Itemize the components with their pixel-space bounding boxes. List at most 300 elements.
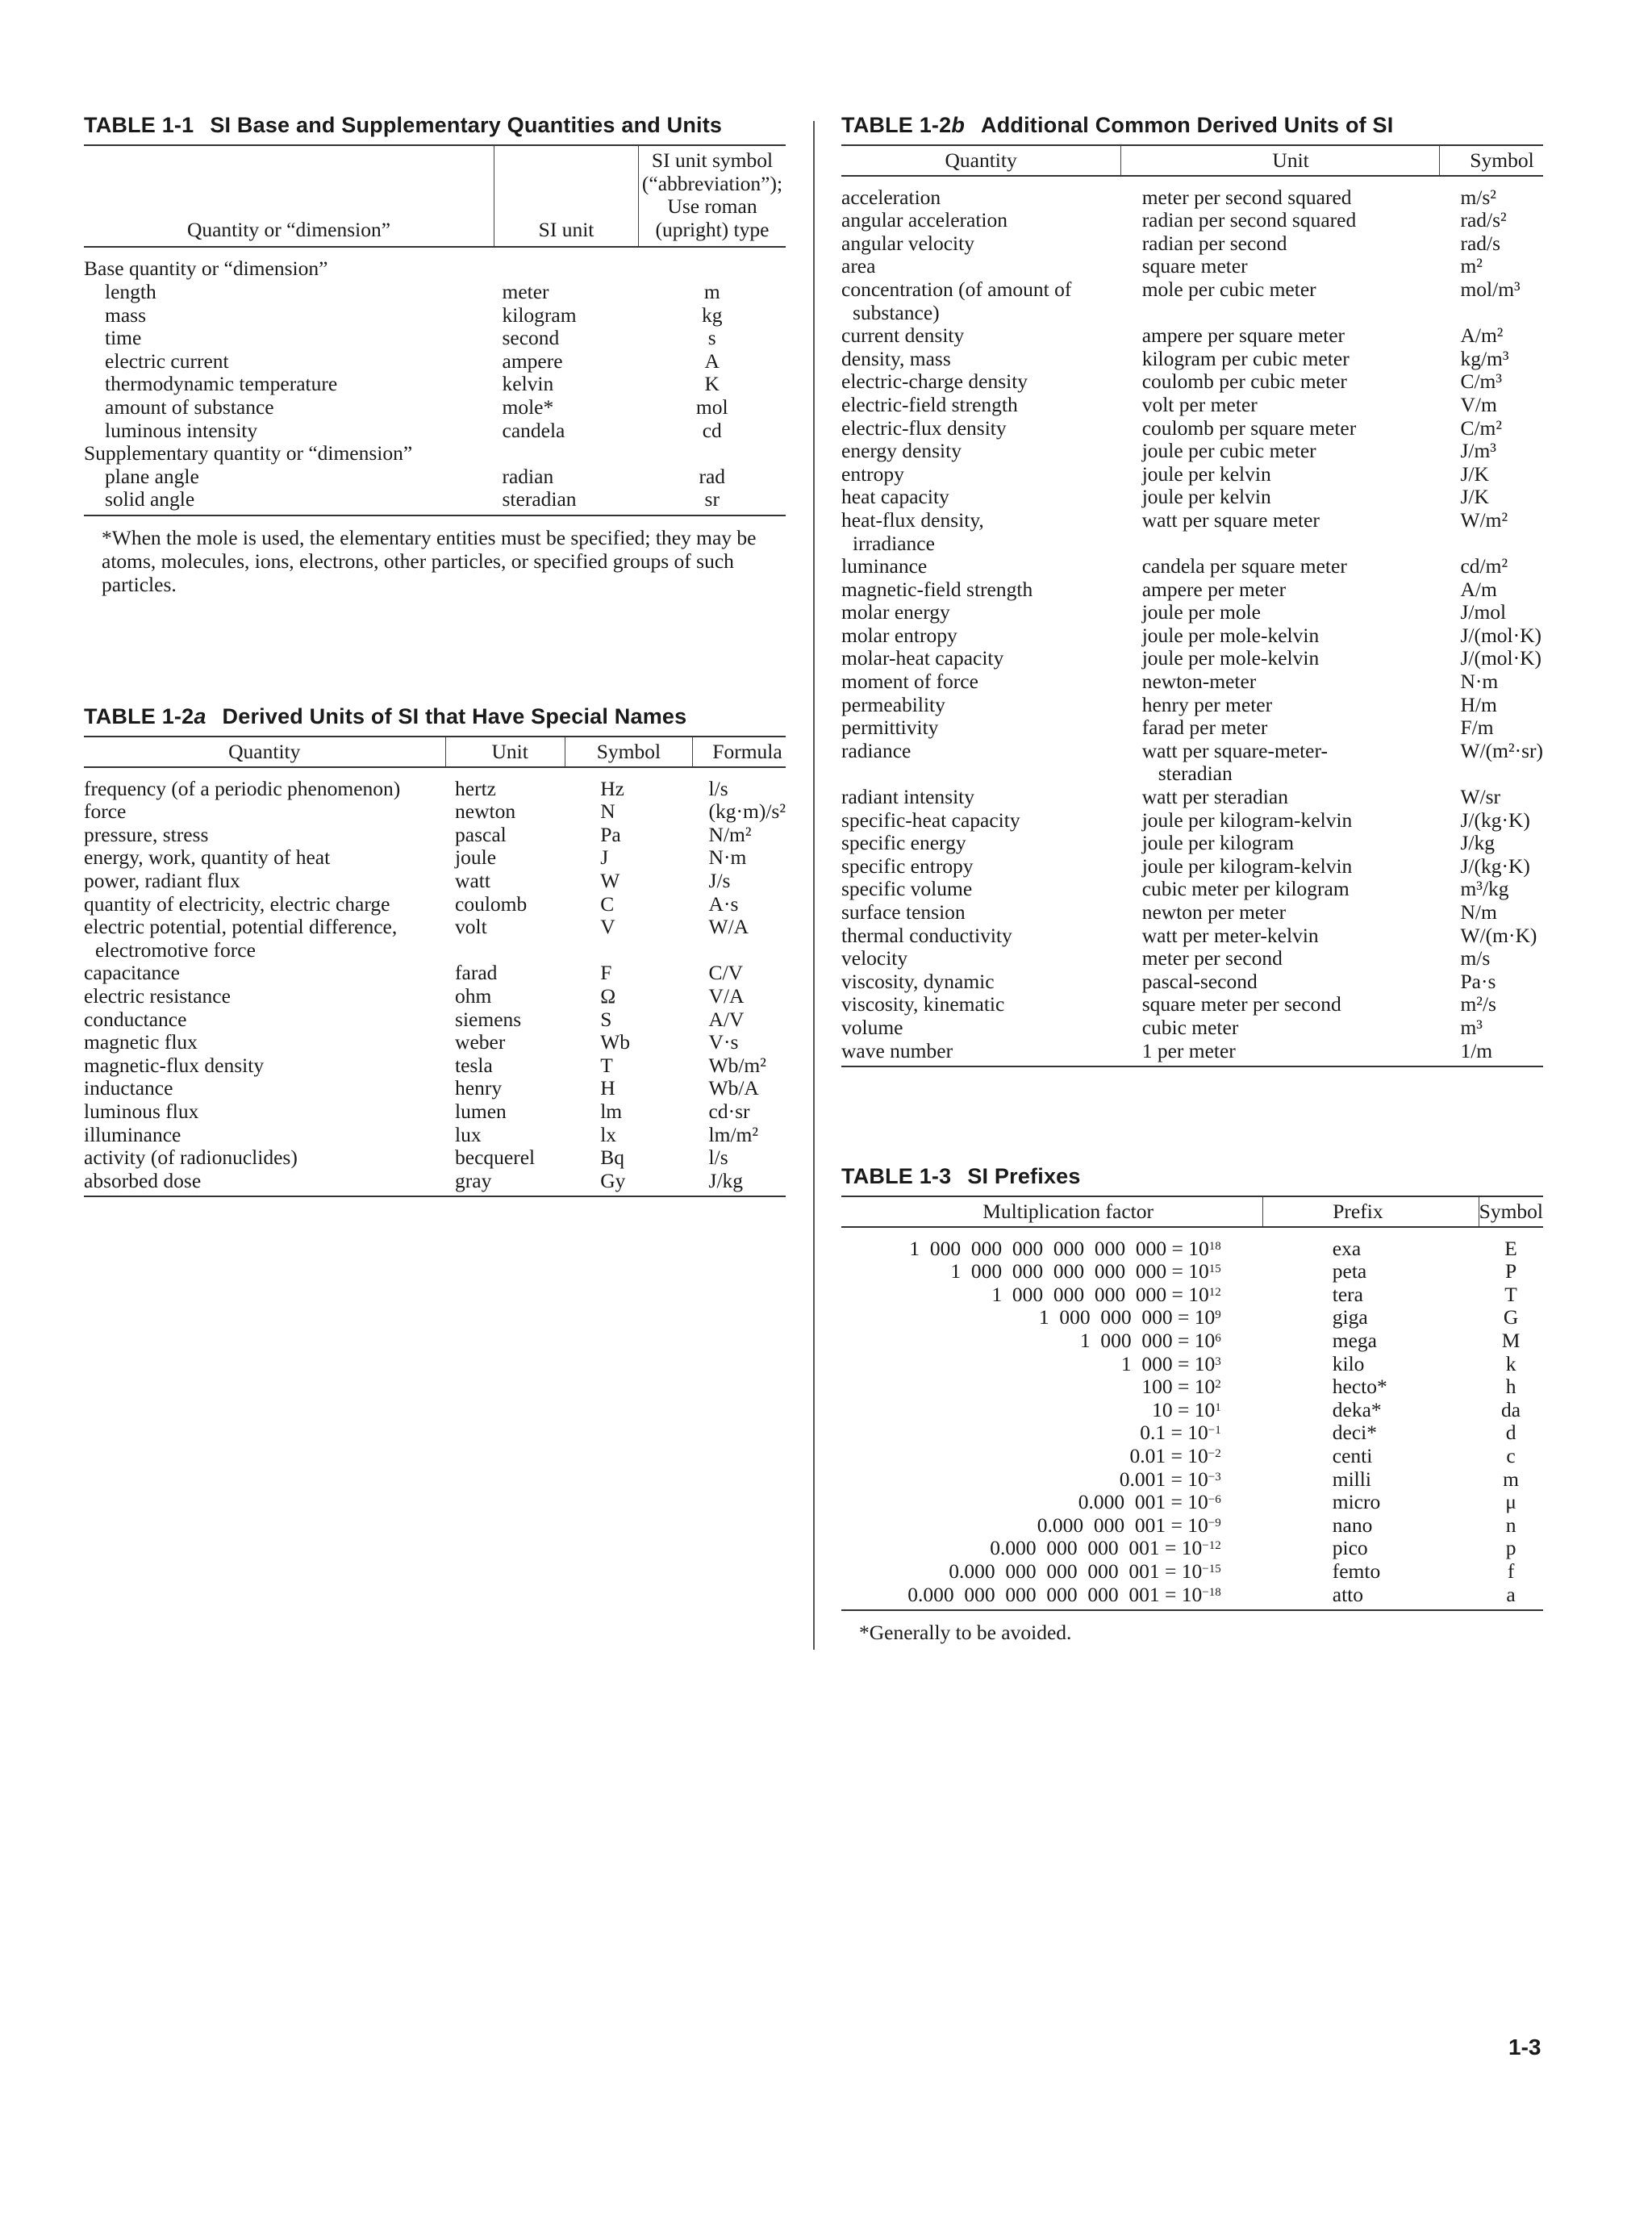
unit-text: kelvin [502,372,554,396]
symbol-text: sr [704,487,720,511]
unit-text: tesla [455,1053,493,1077]
table-row [841,1584,1543,1611]
cell-formula [693,1054,786,1078]
cell-quantity [841,601,1121,624]
cell-symbol [565,1124,692,1147]
cell-symbol [1439,786,1543,809]
symbol-text: G [1503,1305,1519,1329]
table-row [841,670,1543,694]
table-row [84,916,786,962]
table-row [841,324,1543,348]
table-row [841,1353,1543,1376]
cell-quantity [84,350,494,374]
table-row [841,348,1543,371]
cell-unit [494,419,639,443]
prefix-text: micro [1332,1490,1381,1514]
table-row [841,924,1543,948]
cell-unit [1121,176,1440,210]
footnote-text: *Generally to be avoided. [859,1621,1072,1645]
cell-symbol [565,962,692,985]
quantity-continuation: irradiance [853,531,935,555]
cell-unit [1121,809,1440,833]
cell-formula [693,824,786,847]
table-1-3 [841,1164,1543,1644]
factor-text: 0.000 000 000 001 = 10 [990,1536,1203,1560]
symbol-text: Hz [600,776,624,800]
quantity-text: molar entropy [841,623,957,647]
cell-symbol [565,1008,692,1032]
cell-multiplication-factor [841,1329,1263,1353]
cell-unit [494,373,639,396]
cell-quantity [84,824,445,847]
quantity-text: thermal conductivity [841,923,1012,947]
cell-unit [1121,370,1440,394]
cell-formula [693,1077,786,1100]
table-row [84,1170,786,1197]
cell-unit [1121,694,1440,717]
quantity-text: pressure, stress [84,822,209,846]
symbol-text: c [1506,1443,1516,1467]
cell-unit [494,247,639,281]
quantity-text: frequency (of a periodic phenomenon) [84,776,401,800]
unit-text: henry per meter [1141,692,1273,716]
unit-continuation: steradian [1158,762,1233,786]
unit-text: ohm [455,983,492,1008]
cell-quantity [84,281,494,304]
cell-prefix [1263,1375,1479,1399]
cell-quantity [841,417,1121,440]
table-row [841,1399,1543,1422]
cell-symbol [565,800,692,824]
quantity-text: molar energy [841,600,950,624]
quantity-text: electric-flux density [841,415,1007,440]
cell-symbol [1439,601,1543,624]
cell-quantity [84,870,445,893]
cell-symbol [1479,1353,1543,1376]
quantity-text: solid angle [105,487,195,511]
table-body [84,247,786,515]
table-row [841,1445,1543,1468]
cell-unit [445,870,565,893]
symbol-text: da [1501,1397,1521,1421]
factor-exponent: −12 [1202,1539,1221,1553]
cell-formula [693,870,786,893]
table-row [841,716,1543,740]
table-row [84,800,786,824]
symbol-text: J/(mol·K) [1460,623,1542,647]
cell-quantity [841,394,1121,417]
table-row [84,767,786,801]
cell-unit [1121,209,1440,232]
prefix-text: mega [1332,1328,1377,1352]
symbol-text: C/m² [1460,415,1503,440]
unit-text: square meter [1141,254,1248,278]
factor-text: 1 000 000 000 000 000 000 = 10 [909,1236,1209,1260]
unit-text: mole per cubic meter [1141,277,1316,301]
formula-text: l/s [708,1146,728,1170]
cell-unit [1121,855,1440,879]
table-row [841,901,1543,924]
table-row [84,962,786,985]
cell-unit [1121,278,1440,324]
symbol-text: rad/s [1460,231,1501,255]
unit-text: square meter per second [1141,992,1341,1016]
cell-quantity [841,924,1121,948]
cell-quantity [841,1016,1121,1040]
header-formula: Formula [693,737,786,767]
cell-formula [693,985,786,1008]
symbol-text: J/m³ [1460,439,1496,463]
table-row [841,370,1543,394]
table-row [841,509,1543,555]
cell-unit [445,767,565,801]
cell-symbol [1439,232,1543,256]
unit-text: lux [455,1122,482,1146]
quantity-text: plane angle [105,464,199,488]
cell-symbol [565,1170,692,1197]
cell-formula [693,1146,786,1170]
cell-symbol [1479,1329,1543,1353]
unit-text: meter per second [1141,946,1283,970]
cell-unit [1121,1016,1440,1040]
cell-unit [445,1031,565,1054]
cell-symbol [1439,647,1543,670]
quantity-text: viscosity, kinematic [841,992,1005,1016]
cell-quantity [84,247,494,281]
table-1-2b [841,113,1543,1067]
cell-symbol [1479,1584,1543,1611]
quantity-text: radiance [841,738,912,762]
cell-symbol [1439,486,1543,509]
formula-text: A·s [708,891,739,916]
cell-symbol [639,350,786,374]
header-multiplication-factor: Multiplication factor [841,1196,1263,1227]
table-row [84,1031,786,1054]
header-symbol-line: Use roman [667,194,757,219]
table-number-main: TABLE 1-2 [841,113,952,137]
cell-symbol [565,1100,692,1124]
cell-symbol [639,465,786,489]
cell-quantity [84,488,494,515]
factor-text: 0.1 = 10 [1140,1421,1208,1445]
symbol-text: T [1504,1282,1517,1306]
cell-symbol [1439,1040,1543,1067]
table-row [841,1227,1543,1261]
symbol-text: E [1504,1236,1517,1260]
cell-quantity [841,809,1121,833]
formula-text: C/V [708,961,744,985]
cell-prefix [1263,1491,1479,1514]
quantity-text: conductance [84,1007,187,1031]
table-row [841,1283,1543,1307]
quantity-text: mass [105,303,146,327]
cell-prefix [1263,1514,1479,1538]
cell-unit [1121,786,1440,809]
symbol-text: W/(m·K) [1460,923,1537,947]
cell-symbol [639,419,786,443]
unit-text: second [502,326,560,350]
cell-symbol [1439,209,1543,232]
table-body [841,176,1543,1067]
cell-quantity [84,893,445,916]
cell-unit [494,396,639,419]
cell-quantity [841,694,1121,717]
unit-text: kilogram [502,303,577,327]
symbol-text: kg/m³ [1460,346,1509,370]
cell-symbol [565,1146,692,1170]
cell-unit [494,327,639,350]
cell-quantity [84,442,494,465]
table-row [841,947,1543,970]
table-row [841,694,1543,717]
symbol-text: C [600,891,615,916]
unit-text: 1 per meter [1141,1038,1236,1062]
cell-unit [445,846,565,870]
cell-unit [445,916,565,962]
table-1-2a [84,704,786,1197]
cell-prefix [1263,1537,1479,1560]
cell-symbol [1439,970,1543,994]
cell-quantity [84,1124,445,1147]
quantity-text: illuminance [84,1122,181,1146]
table-title-text: Additional Common Derived Units of SI [981,113,1394,137]
cell-quantity [841,670,1121,694]
table-row [84,304,786,328]
table-row [841,255,1543,278]
cell-quantity [841,440,1121,463]
quantity-text: luminous flux [84,1099,199,1123]
cell-formula [693,1008,786,1032]
cell-quantity [84,373,494,396]
table-1-1-grid [84,144,786,516]
table-row [84,419,786,443]
cell-quantity [841,855,1121,879]
unit-text: cubic meter per kilogram [1141,877,1350,901]
formula-text: V·s [708,1030,739,1054]
table-row [84,396,786,419]
cell-multiplication-factor [841,1375,1263,1399]
unit-text: ampere [502,348,563,373]
header-symbol-line: (“abbreviation”); [641,171,783,195]
cell-unit [1121,601,1440,624]
cell-unit [445,962,565,985]
symbol-text: W/(m²·sr) [1460,738,1543,762]
unit-text: newton-meter [1141,670,1257,694]
table-row [841,647,1543,670]
cell-quantity [84,985,445,1008]
unit-text: candela [502,418,565,442]
cell-symbol [1439,901,1543,924]
prefix-text: exa [1332,1236,1362,1260]
prefix-text: tera [1332,1282,1363,1306]
quantity-text: inductance [84,1076,173,1100]
cell-symbol [639,373,786,396]
cell-multiplication-factor [841,1399,1263,1422]
prefix-text: pico [1332,1536,1368,1560]
cell-formula [693,1031,786,1054]
quantity-continuation: electromotive force [95,937,256,962]
symbol-text: M [1501,1328,1521,1352]
prefix-text: atto [1332,1582,1363,1606]
factor-text: 0.000 000 000 000 001 = 10 [949,1559,1203,1583]
quantity-text: molar-heat capacity [841,646,1004,670]
prefix-text: kilo [1332,1351,1365,1375]
cell-formula [693,1100,786,1124]
cell-symbol [1479,1445,1543,1468]
unit-text: joule per mole [1141,600,1261,624]
header-symbol-line: (upright) type [655,217,770,241]
unit-text: newton per meter [1141,900,1287,924]
quantity-text: amount of substance [105,394,274,419]
cell-quantity [84,1008,445,1032]
cell-symbol [565,1031,692,1054]
cell-prefix [1263,1399,1479,1422]
cell-formula [693,1170,786,1197]
cell-unit [1121,440,1440,463]
table-row [84,893,786,916]
cell-symbol [639,304,786,328]
table-row [841,232,1543,256]
cell-unit [1121,578,1440,602]
symbol-text: p [1505,1536,1516,1560]
symbol-text: m/s² [1460,185,1496,209]
header-unit: Unit [445,737,565,767]
unit-text: coulomb per cubic meter [1141,369,1347,394]
table-row [841,1306,1543,1329]
symbol-text: N/m [1460,900,1497,924]
quantity-text: velocity [841,946,908,970]
symbol-text: Pa [600,822,621,846]
table-row [84,350,786,374]
symbol-text: a [1506,1582,1516,1606]
quantity-text: specific energy [841,831,966,855]
factor-text: 0.001 = 10 [1119,1467,1208,1491]
cell-unit [1121,832,1440,855]
factor-text: 0.01 = 10 [1129,1443,1208,1467]
cell-unit [1121,716,1440,740]
formula-text: cd·sr [708,1099,750,1123]
quantity-text: energy, work, quantity of heat [84,845,331,870]
cell-symbol [1439,278,1543,324]
cell-prefix [1263,1329,1479,1353]
quantity-text: magnetic flux [84,1030,198,1054]
cell-symbol [639,247,786,281]
cell-symbol [639,281,786,304]
unit-text: hertz [455,776,496,800]
quantity-text: Base quantity or “dimension” [84,257,328,281]
quantity-text: concentration (of amount of [841,277,1072,301]
quantity-text: area [841,254,876,278]
quantity-text: permittivity [841,716,939,740]
factor-exponent: 2 [1215,1378,1221,1392]
cell-symbol [1479,1260,1543,1283]
table-row [841,176,1543,210]
cell-unit [1121,878,1440,901]
symbol-text: J/(mol·K) [1460,646,1542,670]
cell-multiplication-factor [841,1537,1263,1560]
cell-symbol [1479,1560,1543,1584]
table-row [841,578,1543,602]
cell-symbol [1439,509,1543,555]
quantity-text: force [84,799,127,824]
symbol-text: m³/kg [1460,877,1509,901]
quantity-text: entropy [841,461,904,486]
header-symbol: Symbol [565,737,692,767]
quantity-text: magnetic-flux density [84,1053,265,1077]
quantity-text: absorbed dose [84,1168,202,1192]
right-column [841,113,1543,1645]
symbol-text: n [1505,1513,1516,1537]
header-symbol [639,145,786,247]
table-row [841,555,1543,578]
symbol-text: V/m [1460,392,1497,416]
table-row [84,327,786,350]
cell-symbol [565,846,692,870]
cell-quantity [841,740,1121,786]
symbol-text: lm [600,1099,623,1123]
quantity-text: quantity of electricity, electric charge [84,891,390,916]
cell-quantity [84,1146,445,1170]
unit-text: coulomb [455,891,528,916]
cell-quantity [84,1100,445,1124]
cell-quantity [841,947,1121,970]
table-row [841,970,1543,994]
cell-unit [1121,670,1440,694]
factor-exponent: 12 [1208,1285,1221,1299]
cell-unit [1121,348,1440,371]
cell-symbol [1439,394,1543,417]
unit-text: candela per square meter [1141,554,1347,578]
quantity-text: moment of force [841,670,978,694]
unit-text: siemens [455,1007,522,1031]
table-row [84,281,786,304]
unit-text: joule per kilogram-kelvin [1141,808,1353,832]
cell-unit [1121,324,1440,348]
table-row [841,601,1543,624]
symbol-text: W/sr [1460,785,1501,809]
symbol-text: m²/s [1460,992,1496,1016]
unit-text: gray [455,1168,492,1192]
cell-multiplication-factor [841,1445,1263,1468]
quantity-text: electric-field strength [841,392,1018,416]
table-title-text: Derived Units of SI that Have Special Names [222,704,687,728]
prefix-text: hecto* [1332,1375,1387,1399]
cell-symbol [1479,1227,1543,1261]
cell-unit [1121,1040,1440,1067]
factor-exponent: −2 [1208,1446,1221,1460]
cell-quantity [841,578,1121,602]
symbol-text: rad/s² [1460,208,1507,232]
table-row [841,1375,1543,1399]
symbol-text: Bq [600,1146,624,1170]
header-quantity: Quantity [84,737,445,767]
symbol-text: S [600,1007,612,1031]
quantity-text: luminous intensity [105,418,258,442]
cell-unit [494,465,639,489]
formula-text: Wb/A [708,1076,759,1100]
cell-quantity [841,716,1121,740]
symbol-text: m³ [1460,1015,1483,1039]
formula-text: Wb/m² [708,1053,766,1077]
symbol-text: J/K [1460,485,1489,509]
header-quantity: Quantity or “dimension” [84,145,494,247]
unit-text: volt [455,915,487,939]
page-number: 1-3 [1508,2035,1541,2060]
cell-multiplication-factor [841,1584,1263,1611]
quantity-text: surface tension [841,900,966,924]
symbol-text: k [1505,1351,1516,1375]
cell-multiplication-factor [841,1283,1263,1307]
